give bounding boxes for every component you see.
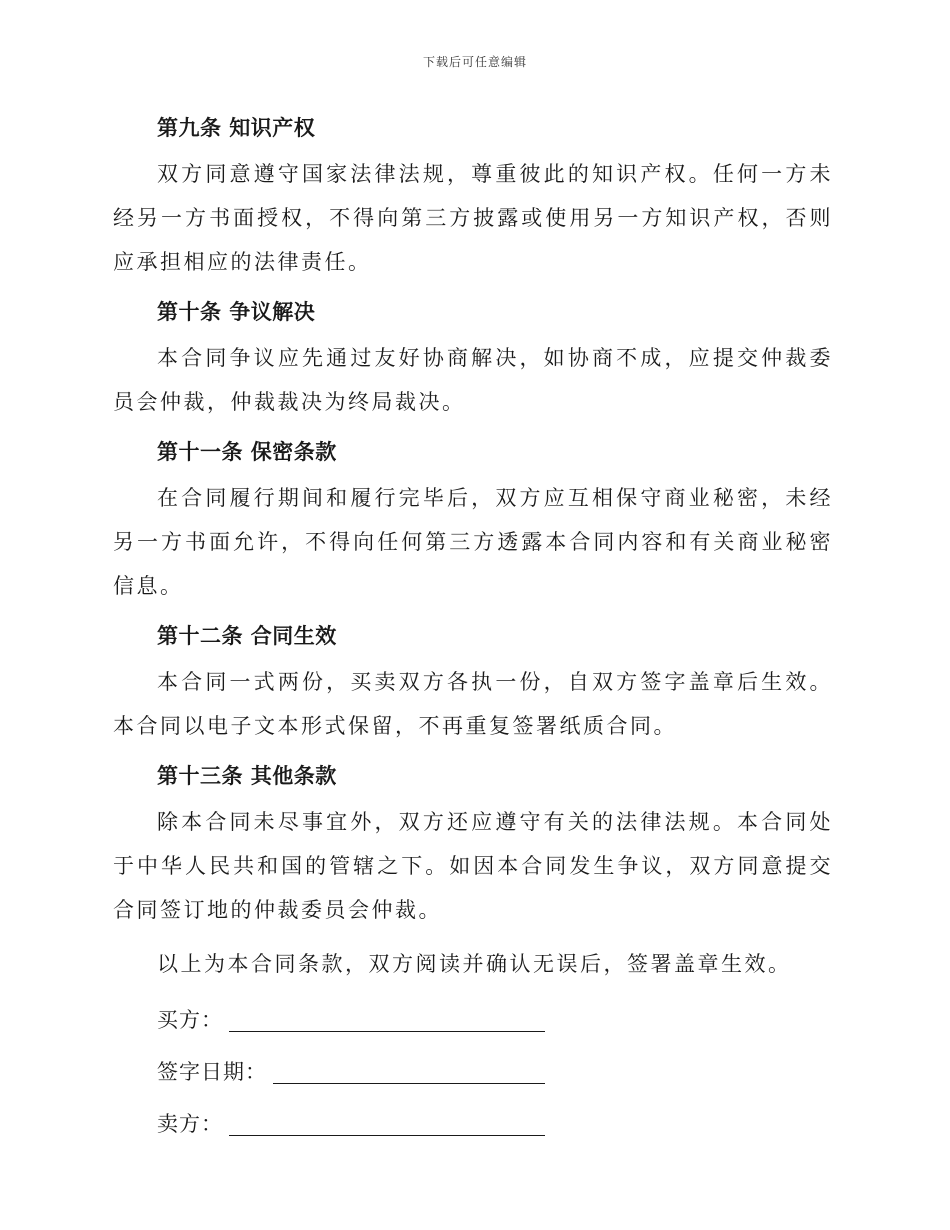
- seller-label: 卖方：: [157, 1112, 223, 1136]
- section-title: 第九条 知识产权: [157, 116, 316, 140]
- section-title: 第十二条 合同生效: [157, 624, 337, 648]
- section-paragraph: 本合同一式两份，买卖双方各执一份，自双方签字盖章后生效。本合同以电子文本形式保留，不再重复签署纸质合同。: [113, 670, 833, 738]
- section-paragraph: 双方同意遵守国家法律法规，尊重彼此的知识产权。任何一方未经另一方书面授权，不得向第三方披露或使用另一方知识产权，否则应承担相应的法律责任。: [113, 162, 833, 274]
- section-effect: [113, 618, 833, 748]
- signature-block: [113, 994, 833, 1150]
- date-signature-row: [157, 1046, 833, 1098]
- section-dispute: [113, 294, 833, 424]
- section-title: 第十一条 保密条款: [157, 440, 337, 464]
- buyer-label: 买方：: [157, 1008, 223, 1032]
- contract-body: [113, 110, 833, 1150]
- section-other: [113, 758, 833, 932]
- section-title: 第十三条 其他条款: [157, 764, 337, 788]
- seller-signature-row: [157, 1098, 833, 1150]
- closing-statement: 以上为本合同条款，双方阅读并确认无误后，签署盖章生效。: [157, 952, 792, 976]
- section-ip: [113, 110, 833, 284]
- buyer-signature-row: [157, 994, 833, 1046]
- section-paragraph: 除本合同未尽事宜外，双方还应遵守有关的法律法规。本合同处于中华人民共和国的管辖之下。如因本合同发生争议，双方同意提交合同签订地的仲裁委员会仲裁。: [113, 810, 833, 922]
- section-confidentiality: [113, 434, 833, 608]
- section-title: 第十条 争议解决: [157, 300, 316, 324]
- section-paragraph: 本合同争议应先通过友好协商解决，如协商不成，应提交仲裁委员会仲裁，仲裁裁决为终局裁决。: [113, 346, 833, 414]
- header-note: 下载后可任意编辑: [422, 55, 527, 69]
- date-signature-line[interactable]: [273, 1061, 545, 1084]
- seller-signature-line[interactable]: [229, 1113, 545, 1136]
- date-label: 签字日期：: [157, 1060, 267, 1084]
- section-paragraph: 在合同履行期间和履行完毕后，双方应互相保守商业秘密，未经另一方书面允许，不得向任何第三方透露本合同内容和有关商业秘密信息。: [113, 486, 833, 598]
- buyer-signature-line[interactable]: [229, 1009, 545, 1032]
